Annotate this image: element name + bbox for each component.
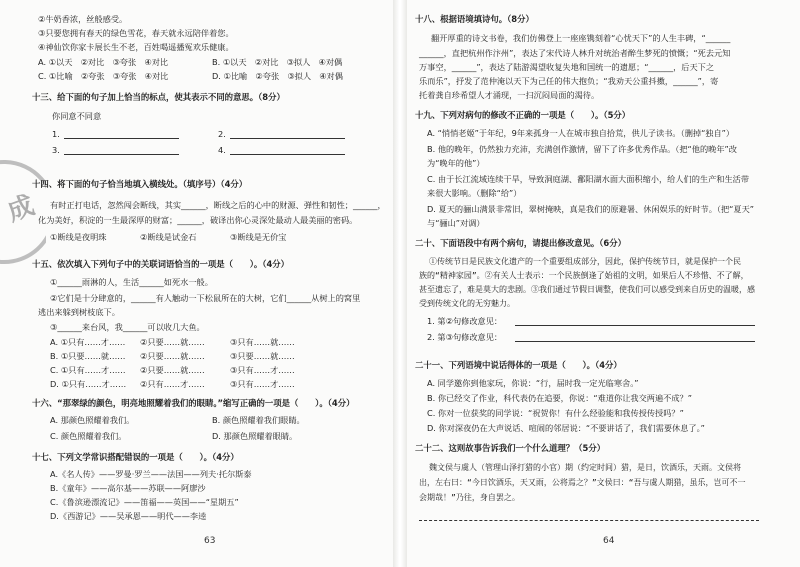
q14-body-2: 化为美好，积淀的一生最深厚的财富；______，破译出你心灵深处最动人最美丽的密码。 (38, 215, 358, 225)
q17-opt-b: B.《童年》——高尔基——苏联——阿廖沙 (50, 483, 206, 493)
q20-body-3: 甚至遗忘了，难是莫大的悲剧。③我们通过节假日调整，使我们可以感受到来自历史的温暖，感 (419, 285, 755, 294)
q12-option-c: C. ①比喻 ②夸张 ③夸张 ④对比 (38, 71, 169, 81)
q19-opt-b: B. 他的晚年，仍然独力充沛，充满创作激情，留下了许多优秀作品。（把“他的晚年”改 (427, 144, 737, 154)
q17-opt-c: C.《鲁滨逊漂流记》——笛福——英国——“星期五” (50, 497, 239, 507)
q19-opt-c: C. 由于长江流域连续干旱，导致洞庭湖、鄱阳湖水面大面积缩小，给人们的生产和生活带 (427, 174, 750, 184)
q21-opt-c: C. 你对一位获奖的同学说：“祝贺你！有什么经验能和我传授传授吗？” (427, 408, 684, 418)
q13-answer-line-2[interactable] (230, 138, 345, 139)
q18-body-5: 托着龚自珍希望人才涌现，一扫沉闷局面的渴待。 (419, 90, 600, 100)
q14-body-1: 有时正打电话，忽然闯会断线，其实______，断线之后的心中的财源、弹性和韧性；______， (50, 200, 386, 210)
q15-opt-d-2: ②只有……才…… (140, 379, 205, 389)
q16-title: 十六、“那翠绿的颜色，明亮地照耀着我们的眼睛。”缩写正确的一项是（ ）。（4分） (32, 398, 355, 408)
q19-opt-c-cont: 来很大影响。（删除“给”） (427, 188, 522, 198)
q16-opt-c: C. 颜色照耀着我们。 (50, 431, 127, 441)
q13-answer-line-1[interactable] (64, 138, 179, 139)
q18-title: 十八、根据语境填诗句。（8分） (415, 14, 534, 24)
q18-body-1: 翻开厚重的诗文书卷，我们仿佛登上一座座镌刻着“心忧天下”的人生丰碑，“______ (431, 33, 731, 43)
q19-opt-a: A. “悄悄老姬”于年纪，9年来孤身一人在城市独自拾荒，供儿子读书。（删掉“独自”） (427, 128, 735, 138)
q13-num-4: 4. (218, 145, 226, 155)
q15-opt-a-1: A. ①只有……才…… (50, 337, 126, 347)
q13-answer-line-4[interactable] (230, 154, 345, 155)
q21-title: 二十一、下列语境中说话得体的一项是（ ）。（4分） (415, 360, 622, 370)
left-page (0, 0, 393, 567)
q15-body-4: ③______来台风，我______可以收几大鱼。 (50, 322, 205, 332)
q15-title: 十五、依次填入下列句子中的关联词语恰当的一项是（ ）。（4分） (32, 259, 290, 269)
q13-sentence: 你同意不同意 (52, 111, 102, 121)
q15-opt-d-1: D. ①只有……才…… (50, 379, 127, 389)
q19-opt-b-cont: 为“晚年的他”） (427, 158, 485, 168)
page-number-left: 63 (204, 536, 216, 546)
q20-body-4: 受到传统文化的无穷魅力。 (419, 299, 515, 308)
q20-body-2: 族的“精神家园”。②有关人士表示：一个民族倒逢了始祖的文明，如果后人不珍惜、不了解， (419, 271, 749, 280)
q15-opt-b-1: B. ①只要……就…… (50, 351, 126, 361)
q14-opt-3: ③断线是无价宝 (230, 232, 287, 242)
q13-num-3: 3. (52, 145, 60, 155)
q22-answer-line[interactable] (419, 520, 759, 521)
right-page (407, 0, 800, 567)
q20-fix-2: 2. 第③句修改意见： (427, 332, 503, 342)
q21-opt-d: D. 你对深夜仍在大声说话、喧闹的邻居说：“不要讲话了，我们需要休息了。” (427, 423, 705, 433)
q13-title: 十三、给下面的句子加上恰当的标点，使其表示不同的意思。（8分） (32, 92, 285, 102)
q15-opt-b-3: ③只要……就…… (230, 351, 295, 361)
q14-opt-2: ②断线是试金石 (140, 232, 197, 242)
q15-opt-a-2: ②只要……就…… (140, 337, 205, 347)
q14-title: 十四、将下面的句子恰当地填入横线处。（填序号）（4分） (32, 179, 248, 189)
q19-title: 十九、下列对病句的修改不正确的一项是（ ）。（5分） (415, 110, 631, 120)
q20-answer-line-1[interactable] (515, 325, 755, 326)
q15-body-3: 逃出来躲到树枝底下。 (38, 307, 120, 317)
q17-title: 十七、下列文学常识搭配错误的一项是（ ）。（4分） (32, 452, 239, 462)
q12-option-b: B. ①以天 ②对比 ③拟人 ④对偶 (212, 57, 343, 67)
q17-opt-d: D.《西游记》——吴承恩——明代——李逵 (50, 511, 207, 521)
q21-opt-a: A. 同学邀你到他家玩，你说：“行，届时我一定光临寒舍。” (427, 378, 639, 388)
q20-body-1: ①传统节日是民族文化遗产的一个重要组成部分，因此，保护传统节日，就是保护一个民 (429, 257, 741, 266)
page-number-right: 64 (603, 536, 615, 546)
q19-opt-d-cont: 与“骊山”对调） (427, 218, 485, 228)
q20-answer-line-2[interactable] (515, 341, 755, 342)
q13-answer-line-3[interactable] (64, 154, 179, 155)
q13-num-2: 2. (218, 129, 226, 139)
stamp-text: 成 (3, 190, 39, 228)
q12-option-a: A. ①以天 ②对比 ③夸张 ④对比 (38, 57, 169, 67)
q15-opt-c-3: ③只有……才…… (230, 365, 295, 375)
q15-opt-c-2: ②只要……就…… (140, 365, 205, 375)
q15-opt-b-2: ②只要……就…… (140, 351, 205, 361)
q18-body-3: 万事空，______”，表达了陆游渴望收复失地和国统一的遗愿；“______，后天下之 (419, 62, 715, 72)
q18-body-2: ______，直把杭州作汴州”，表达了宋代诗人林升对统治者醉生梦死的愤慨；“死去元知 (419, 48, 731, 58)
q17-opt-a: A.《名人传》——罗曼·罗兰——法国——列夫·托尔斯泰 (50, 469, 252, 479)
q19-opt-d: D. 夏天的骊山满景非常旧，翠树掩映，真是我们的原避暑、休闲娱乐的好时节。（把“夏天” (427, 204, 755, 214)
q15-opt-a-3: ③只有……就…… (230, 337, 295, 347)
q22-body-2: 出，左右曰：“今日饮酒乐，天又雨，公将焉之？”文侯曰：“吾与虞人期猎，虽乐，岂可不一 (419, 478, 746, 487)
q20-title: 二十、下面语段中有两个病句，请提出修改意见。（6分） (415, 238, 627, 248)
q20-fix-1: 1. 第②句修改意见： (427, 316, 503, 326)
q18-body-4: 乐而乐”，抒发了范仲淹以天下为己任的伟大抱负；“我劝天公重抖擞，______”，寄 (419, 76, 719, 86)
option-line-4: ④神仙饮你家卡展长生不老，百姓喝遥播冤欢乐健康。 (38, 42, 234, 52)
q12-option-d: D. ①比喻 ②夸张 ③拟人 ④对偶 (212, 71, 343, 81)
q16-opt-b: B. 颜色照耀着我们眼睛。 (212, 415, 305, 425)
q22-body-3: 会期哉！”乃往，身自罢之。 (419, 493, 520, 502)
q22-title: 二十二、这则故事告诉我们一个什么道理？（5分） (415, 443, 606, 453)
q16-opt-d: D. 那颜色照耀着眼睛。 (212, 431, 298, 441)
q15-opt-c-1: C. ①只有……才…… (50, 365, 126, 375)
q22-body-1: 魏文侯与虞人（管理山泽打猎的小官）期（约定时间）猎，是日，饮酒乐，天雨。文侯将 (429, 463, 741, 472)
book-gutter (393, 0, 407, 567)
q15-body-1: ①______雨淋的人，生活______如死水一般。 (50, 277, 213, 287)
q15-opt-d-3: ③只有……才…… (230, 379, 295, 389)
option-line-2: ②牛奶香浓，丝般感受。 (38, 14, 128, 24)
option-line-3: ③只要您拥有春天的绿色雪花，春天就永远陪伴着您。 (38, 28, 234, 38)
q15-body-2: ②它们是十分肆意的，______有人触动一下松鼠所在的大树，它们______从树上的窝里 (50, 293, 361, 303)
q14-opt-1: ①断线是夜明珠 (50, 232, 107, 242)
q21-opt-b: B. 你已经交了作业，科代表仍在追要，你说：“难道你让我交两遍不成？” (427, 393, 692, 403)
q13-num-1: 1. (52, 129, 60, 139)
q16-opt-a: A. 那颜色照耀着我们。 (50, 415, 135, 425)
